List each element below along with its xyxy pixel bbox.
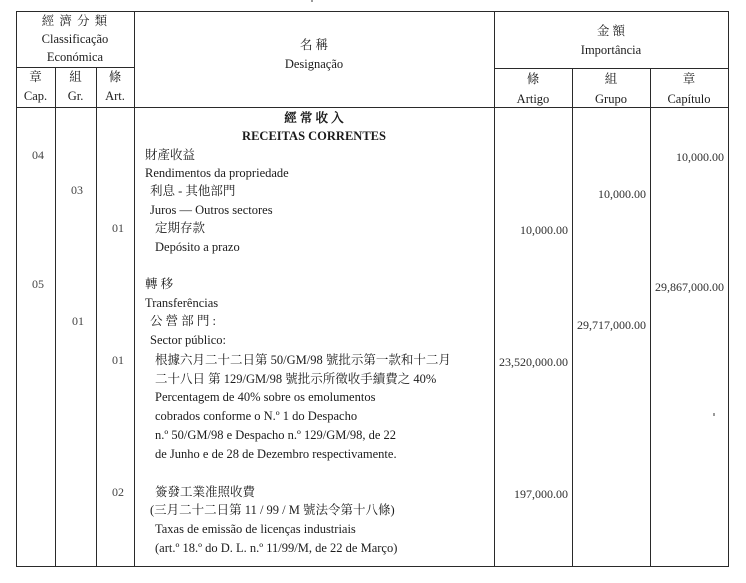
row-gr-code: 03: [71, 183, 83, 197]
section-title-zh: 經 常 收 入: [284, 111, 344, 125]
gr-header-zh: 組: [69, 70, 82, 84]
row-designation-pt: Percentagem de 40% sobre os emolumentos: [155, 390, 376, 404]
artigo-header-pt: Artigo: [516, 92, 550, 106]
row-designation-pt: de Junho e de 28 de Dezembro respectivamente.: [155, 447, 397, 461]
table-top-rule: [16, 11, 728, 12]
row-designation-pt: Transferências: [145, 296, 219, 310]
row-designation-zh: 轉 移: [145, 277, 174, 291]
section-title-pt: RECEITAS CORRENTES: [242, 129, 386, 143]
row-designation-zh: 利息 - 其他部門: [150, 184, 236, 198]
classification-header-pt-2: Económica: [46, 50, 104, 64]
header-subdivider-left: [16, 67, 134, 68]
grupo-header-pt: Grupo: [595, 92, 627, 106]
row-designation-zh: 公 營 部 門 :: [150, 314, 216, 328]
row-designation-pt: Rendimentos da propriedade: [145, 166, 289, 180]
scan-speck: [311, 0, 313, 2]
row-designation-pt: n.º 50/GM/98 e Despacho n.º 129/GM/98, de 22: [155, 428, 397, 442]
column-divider-art-designation: [134, 11, 135, 567]
row-designation-pt: Taxas de emissão de licenças industriais: [155, 522, 356, 536]
row-designation-zh: 二十八日 第 129/GM/98 號批示所徵收手續費之 40%: [155, 372, 437, 386]
amount-header-pt: Importância: [580, 43, 642, 57]
gr-header-pt: Gr.: [67, 89, 84, 103]
classification-header-zh: 經 濟 分 類: [41, 14, 109, 28]
classification-header-pt-1: Classificação: [41, 32, 109, 46]
designation-header-pt: Designação: [284, 57, 344, 71]
table-right-border: [728, 11, 729, 567]
column-divider-gr-art: [96, 67, 97, 567]
row-cap-code: 04: [32, 148, 44, 162]
row-art-code: 02: [112, 485, 124, 499]
row-designation-pt: Juros — Outros sectores: [150, 203, 273, 217]
header-bottom-rule: [16, 107, 728, 108]
row-grupo-amount: 29,717,000.00: [577, 318, 646, 332]
row-designation-pt: Depósito a prazo: [155, 240, 240, 254]
cap-header-pt: Cap.: [23, 89, 48, 103]
scan-speck: [713, 413, 715, 416]
row-designation-zh: 定期存款: [155, 221, 206, 235]
artigo-header-zh: 條: [526, 72, 540, 86]
amount-header-zh: 金 額: [596, 24, 626, 38]
header-subdivider-right: [494, 68, 728, 69]
column-divider-cap-gr: [55, 67, 56, 567]
row-designation-pt: cobrados conforme o N.º 1 do Despacho: [155, 409, 358, 423]
row-designation-pt: (art.º 18.º do D. L. n.º 11/99/M, de 22 de Março): [155, 541, 398, 555]
row-designation-zh: (三月二十二日第 11 / 99 / M 號法令第十八條): [150, 503, 395, 517]
row-art-code: 01: [112, 353, 124, 367]
capitulo-header-zh: 章: [682, 72, 696, 86]
cap-header-zh: 章: [29, 70, 42, 84]
grupo-header-zh: 組: [604, 72, 618, 86]
row-capitulo-amount: 10,000.00: [676, 150, 724, 164]
row-art-code: 01: [112, 221, 124, 235]
row-artigo-amount: 10,000.00: [520, 223, 568, 237]
row-artigo-amount: 197,000.00: [514, 487, 568, 501]
row-capitulo-amount: 29,867,000.00: [655, 280, 724, 294]
row-grupo-amount: 10,000.00: [598, 187, 646, 201]
art-header-pt: Art.: [105, 89, 125, 103]
table-bottom-rule: [16, 566, 728, 567]
capitulo-header-pt: Capítulo: [667, 92, 711, 106]
row-designation-pt: Sector público:: [150, 333, 227, 347]
row-designation-zh: 根據六月二十二日第 50/GM/98 號批示第一款和十二月: [155, 353, 451, 367]
row-artigo-amount: 23,520,000.00: [499, 355, 568, 369]
designation-header-zh: 名 稱: [299, 38, 329, 52]
row-designation-zh: 財產收益: [145, 148, 196, 162]
row-gr-code: 01: [72, 314, 84, 328]
row-designation-zh: 簽發工業准照收費: [155, 485, 256, 499]
art-header-zh: 條: [108, 70, 122, 84]
row-cap-code: 05: [32, 277, 44, 291]
column-divider-grupo-capitulo: [650, 68, 651, 567]
